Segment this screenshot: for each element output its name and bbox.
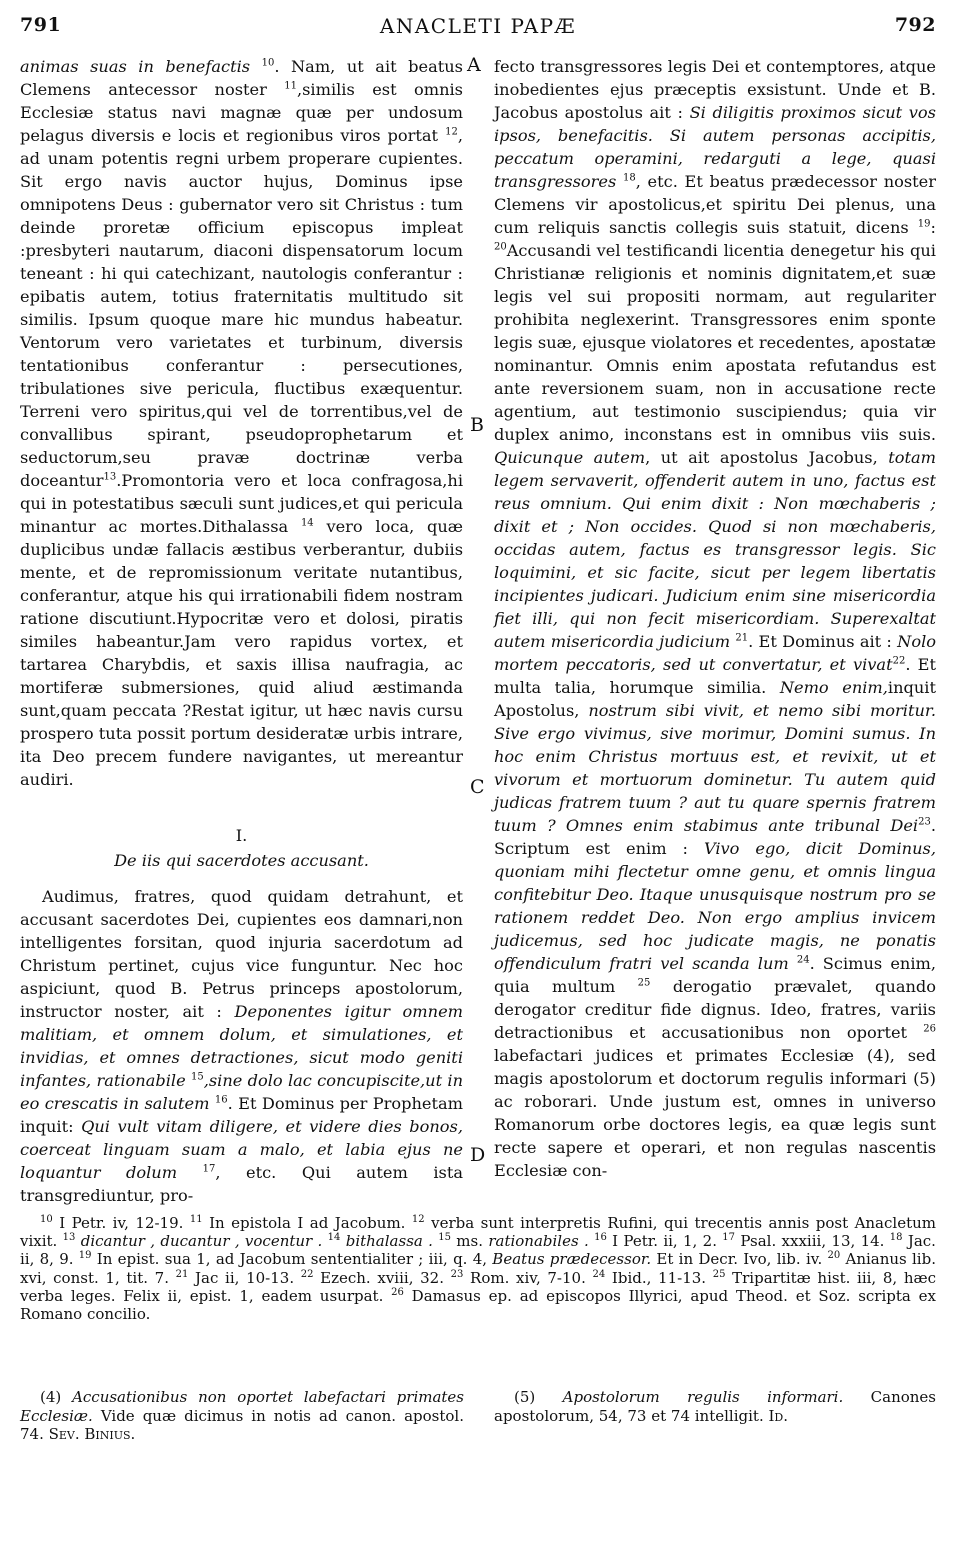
running-title: ANACLETI PAPÆ xyxy=(379,14,577,38)
italic-text: nostrum sibi vivit, et nemo sibi moritur. Sive ergo vivimus, sive morimur, Domini sumus. In hoc enim Christus mortuus est, et revixit, ut et vivorum et mortuorum dominetur. Tu autem quid judicas fratrem tuum ? aut tu quare spernis fratrem tuum ? Omnes enim stabimus ante tribunal Dei xyxy=(494,701,936,835)
text-run: In epistola I ad Jacobum. xyxy=(202,1214,412,1232)
text-run: In epist. sua 1, ad Jacobum sententialiter ; iii, q. 4, xyxy=(91,1250,493,1269)
italic-text: Quicunque autem xyxy=(494,448,646,467)
text-run: Rom. xiv, 7-10. xyxy=(463,1268,593,1287)
right-column xyxy=(494,55,936,1182)
italic-text: Deponentes igitur omnem malitiam, et omnem dolum, et simulationes, et invidias, et omnes detractiones, sicut modo geniti infantes, rationabile xyxy=(20,1002,464,1090)
text-run xyxy=(616,172,623,191)
italic-text: animas suas in benefactis xyxy=(20,57,251,76)
text-run: . Scriptum est enim : xyxy=(494,816,936,858)
note-ref: 14 xyxy=(300,517,314,529)
text-run: Canones apostolorum, 54, 73 et 74 intelligit. xyxy=(494,1388,936,1425)
text-run: . Scimus enim, quia multum xyxy=(494,954,936,996)
left-column xyxy=(20,55,463,1207)
note-ref: 10 xyxy=(40,1214,53,1225)
text-run: Anianus lib. xvi, const. 1, tit. 7. xyxy=(20,1250,936,1287)
text-run: Jac ii, 10-13. xyxy=(188,1268,301,1287)
note-ref: 17 xyxy=(202,1163,216,1175)
page-header xyxy=(20,14,936,44)
text-run: I Petr. ii, 1, 2. xyxy=(606,1232,723,1251)
note-ref: 14 xyxy=(327,1232,341,1244)
text-run: Damasus ep. ad episcopos Illyrici, apud Theod. et Soz. scripta ex Romano concilio. xyxy=(20,1286,936,1324)
left-paragraph-1 xyxy=(20,55,463,791)
text-run: fecto transgressores legis Dei et contemptores, atque inobedientes ejus præceptis exsistunt. Unde et B. Jacobus apostolus ait : xyxy=(494,57,936,122)
footnotes xyxy=(20,1214,936,1323)
section-number: I. xyxy=(235,826,248,845)
text-run xyxy=(789,954,797,973)
note-ref: 15 xyxy=(438,1232,451,1244)
margin-letter-a: A xyxy=(467,54,481,76)
note-ref: 13 xyxy=(62,1232,76,1244)
note-ref: 22 xyxy=(892,655,906,667)
margin-letter-b: B xyxy=(470,414,484,436)
margin-letter-d: D xyxy=(470,1144,486,1166)
author-initials: Id. xyxy=(768,1406,788,1425)
note-ref: 20 xyxy=(494,241,507,253)
note-ref: 10 xyxy=(261,57,275,69)
page-number-right: 792 xyxy=(894,14,936,36)
section-title: De iis qui sacerdotes accusant. xyxy=(114,851,369,870)
author-initials: Sev. Binius. xyxy=(48,1425,136,1443)
text-run: verba sunt interpretis Rufini, qui trecentis annis post Anacletum vixit. xyxy=(20,1214,936,1251)
editor-note-5-text xyxy=(494,1388,936,1425)
text-run: .Promontoria vero et loca confragosa,hi qui in potestatibus sæculi sunt judices,et qui pericula minantur ac mortes.Dithalassa xyxy=(20,471,463,536)
text-run: Vide quæ dicimus in notis ad canon. apostol. 74. xyxy=(20,1406,464,1443)
text-run xyxy=(250,57,262,76)
note-ref: 15 xyxy=(190,1071,204,1083)
note-ref: 26 xyxy=(391,1286,404,1298)
text-run: . Et Dominus per Prophetam inquit: xyxy=(20,1094,463,1136)
text-run: ms. xyxy=(450,1232,489,1251)
page-number-left: 791 xyxy=(20,14,62,36)
text-run: , etc. Et beatus prædecessor noster Clemens vir apostolicus,et spiritu Dei plenus, una cum reliquis sanctis collegis suis statuit, dicens xyxy=(494,172,936,237)
italic-text: rationabiles . xyxy=(488,1232,589,1251)
note-ref: 13 xyxy=(103,471,117,483)
italic-text: totam legem servaverit, offenderit autem in uno, factus est reus omnium. Qui enim dixit : Non mœchaberis ; dixit et ; Non occides. Quod si non mœchaberis, occidas autem, factus es transgressor legis. Sic loquimini, et sic facite, sicut per legem libertatis incipientes judicari. Judicium enim sine misericordia fiet illi, qui non fecit misericordiam. Superexaltat autem misericordia judicium xyxy=(494,448,936,651)
note-ref: 23 xyxy=(450,1268,464,1280)
text-run: ,similis est omnis Ecclesiæ status navi magnæ quæ per undosum pelagus diversis e locis et regionibus viros portat xyxy=(20,80,463,145)
text-run: Accusandi vel testificandi licentia denegetur his qui Christianæ religionis et nominis dignitatem,et suæ legis vel sui propositi normam, aut regulariter prohibita neglexerint. Transgressores enim sponte legis suæ, ejusque violatores et recedentes, apostatæ nominantur. Omnis enim apostata refutandus est ante reversionem suam, non in accusatione recte agentium, aut testimonio suscipiendus; quia vir duplex animo, inconstans est in omnibus viis suis. xyxy=(494,241,936,444)
note-ref: 21 xyxy=(175,1268,189,1280)
text-run: inquit Apostolus, xyxy=(494,678,936,720)
italic-text: Apostolorum regulis informari. xyxy=(562,1388,844,1406)
text-run: derogatio prævalet, quando derogator creditur fide dignus. Ideo, fratres, variis detractionibus et accusationibus non oportet xyxy=(494,977,936,1042)
text-run: . Nam, ut ait beatus Clemens antecessor noster xyxy=(20,57,463,99)
text-run: : xyxy=(930,218,936,237)
note-ref: 18 xyxy=(889,1232,903,1244)
note-ref: 19 xyxy=(917,218,931,230)
text-run: (4) xyxy=(40,1388,73,1406)
text-run: Audimus, fratres, quod quidam detrahunt, et accusant sacerdotes Dei, cupientes eos damnari,non intelligentes forsitan, quod injuria sacerdotum ad Christum pertinet, cujus vice funguntur. Nec hoc aspiciunt, quod B. Petrus princeps apostolorum, instructor noster, ait : xyxy=(20,887,463,1021)
text-run: Psal. xxxiii, 13, 14. xyxy=(735,1232,890,1251)
editor-note-5 xyxy=(494,1388,936,1425)
note-ref: 12 xyxy=(411,1214,425,1225)
note-ref: 24 xyxy=(796,954,810,966)
note-ref: 18 xyxy=(622,172,636,184)
italic-text: Si diligitis proximos sicut vos ipsos, benefacitis. Si autem personas accipitis, peccatum operamini, redarguti a lege, quasi transgressores xyxy=(494,103,936,191)
margin-letter-c: C xyxy=(470,776,485,798)
note-ref: 25 xyxy=(637,977,651,989)
text-run: Tripartitæ hist. iii, 8, hæc verba leges. Felix ii, epist. 1, eadem usurpat. xyxy=(20,1268,936,1305)
italic-text: Beatus prædecessor. xyxy=(492,1250,652,1269)
note-ref: 26 xyxy=(923,1023,936,1035)
note-ref: 20 xyxy=(827,1250,841,1262)
editor-note-4-text xyxy=(20,1388,464,1444)
note-ref: 19 xyxy=(78,1250,92,1262)
text-run: , etc. Qui autem ista transgrediuntur, pro- xyxy=(20,1163,463,1205)
text-run: Ezech. xviii, 32. xyxy=(313,1268,451,1287)
text-run: . Et Dominus ait : xyxy=(748,632,898,651)
text-run: Et in Decr. Ivo, lib. iv. xyxy=(651,1250,828,1269)
italic-text: ,sine dolo lac concupiscite,ut in eo crescatis in salutem xyxy=(20,1071,463,1113)
italic-text: Nemo enim, xyxy=(779,678,888,697)
note-ref: 16 xyxy=(594,1232,607,1244)
italic-text: Qui vult vitam diligere, et videre dies bonos, coerceat linguam suam a malo, et labia ejus ne loquantur dolum xyxy=(20,1117,463,1182)
italic-text: Accusationibus non oportet labefactari primates Ecclesiæ. xyxy=(20,1388,465,1425)
italic-text: Nolo mortem peccatoris, sed ut convertatur, et vivat xyxy=(494,632,936,674)
note-ref: 12 xyxy=(445,126,458,138)
italic-text: bithalassa . xyxy=(345,1232,433,1251)
text-run: Jac. ii, 8, 9. xyxy=(20,1232,936,1269)
text-run: Ibid., 11-13. xyxy=(605,1268,713,1287)
note-ref: 22 xyxy=(300,1268,314,1280)
text-run: labefactari judices et primates Ecclesiæ (4), sed magis apostolorum et doctorum regulis informari (5) ac roborari. Unde justum est, omnes in universo Romanorum orbe doctores legis, ea quæ legis sunt recte sapere et operari, et non regulas nascentis Ecclesiæ con- xyxy=(494,1046,936,1180)
text-run xyxy=(177,1163,203,1182)
note-ref: 23 xyxy=(918,816,931,828)
text-run: , ad unam potentis regni urbem properare cupientes. Sit ergo navis auctor hujus, Dominus ipse omnipotens Deus : gubernator vero sit Christus : tum deinde proretæ officium episcopus impleat :presbyteri nautarum, diaconi dispensatorum locum teneant : hi qui catechizant, nautologis conferantur : epibatis autem, totius fraternitatis multitudo sit similis. Ipsum quoque mare hic mundus habeatur. Ventorum vero varietates et turbinum, diversis tentationibus conferantur : persecutiones, tribulationes sive pericula, fluctibus exæquentur. Terreni vero spiritus,qui vel de torrentibus,vel de convallibus spirant, pseudoprophetarum et seductorum,seu pravæ doctrinæ verba doceantur xyxy=(20,126,463,490)
footnote-block xyxy=(20,1214,936,1323)
editor-note-4 xyxy=(20,1388,464,1444)
note-ref: 11 xyxy=(284,80,297,92)
text-run: . Et multa talia, horumque similia. xyxy=(494,655,936,697)
note-ref: 24 xyxy=(592,1268,606,1280)
note-ref: 16 xyxy=(214,1094,228,1106)
note-ref: 17 xyxy=(722,1232,736,1244)
note-ref: 21 xyxy=(735,632,749,644)
text-run: , ut ait apostolus Jacobus, xyxy=(645,448,889,467)
italic-text: Vivo ego, dicit Dominus, quoniam mihi flectetur omne genu, et omnis lingua confitebitur Deo. Itaque unusquisque nostrum pro se rationem reddet Deo. Non ergo amplius invicem judicemus, sed hoc judicate magis, ne ponatis offendiculum fratri vel scanda lum xyxy=(494,839,936,973)
text-run: (5) xyxy=(514,1388,563,1406)
left-paragraph-2 xyxy=(20,885,463,1207)
right-paragraph-1 xyxy=(494,55,936,1182)
text-run: I Petr. iv, 12-19. xyxy=(52,1214,190,1232)
note-ref: 25 xyxy=(712,1268,726,1280)
italic-text: dicantur , ducantur , vocentur . xyxy=(80,1232,323,1251)
text-run: vero loca, quæ duplicibus undæ fallacis æstibus verberantur, dubiis mente, et de repromissionum veritate nutantibus, conferantur, atque his qui irrationabili fidem nostram ratione discutiunt.Hypocritæ vero et dolosi, piratis similes habeantur.Jam vero rapidus vortex, et tartarea Charybdis, et saxis illisa naufragia, ac mortiferæ submersiones, quid aliud æstimanda sunt,quam peccata ?Restat igitur, ut hæc navis cursu prospero tuta possit portum desideratæ urbis intrare, ita Deo precem fundere navigantes, ut mereantur audiri. xyxy=(20,517,463,789)
note-ref: 11 xyxy=(189,1214,203,1225)
